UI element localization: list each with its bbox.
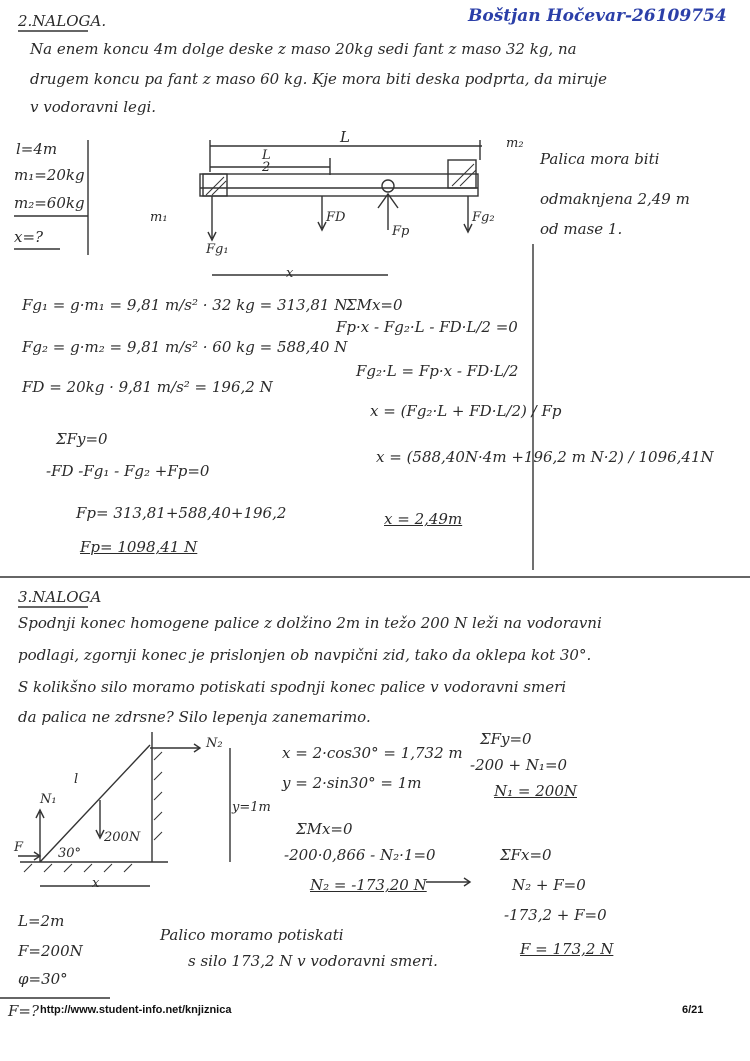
task3-heading: 3.NALOGA [18, 588, 102, 606]
moment-eq: Fp·x - Fg₂·L - FD·L/2 =0 [336, 318, 518, 336]
given-length: l=4m [16, 140, 58, 158]
task3-text-line: da palica ne zdrsne? Silo lepenja zanemarimo. [18, 708, 371, 726]
t3-sum-fy-heading: ΣFy=0 [480, 730, 532, 748]
task2-text-line: Na enem koncu 4m dolge deske z maso 20kg sedi fant z maso 32 kg, na [30, 40, 577, 58]
task2-heading: 2.NALOGA. [18, 12, 107, 30]
x-substitution: x = (588,40N·4m +196,2 m N·2) / 1096,41N [376, 448, 714, 466]
label-half-num: L [262, 148, 271, 163]
t3-moment-heading: ΣMx=0 [296, 820, 353, 838]
label-angle: 30° [58, 846, 82, 861]
label-x: x [286, 266, 294, 281]
calc-fg1: Fg₁ = g·m₁ = 9,81 m/s² · 32 kg = 313,81 N [22, 296, 348, 314]
t3-sum-fy-eq: -200 + N₁=0 [470, 756, 568, 774]
label-m2: m₂ [506, 136, 524, 151]
label-F: F [14, 840, 24, 855]
author-signature: Boštjan Hočevar-26109754 [468, 6, 727, 26]
label-l: l [74, 772, 79, 787]
x-formula: x = (Fg₂·L + FD·L/2) / Fp [370, 402, 562, 420]
geom-y: y = 2·sin30° = 1m [282, 774, 422, 792]
label-Fg1: Fg₁ [206, 242, 229, 257]
answer-line: odmaknjena 2,49 m [540, 190, 690, 208]
label-N1: N₁ [40, 792, 57, 807]
calc-fg2: Fg₂ = g·m₂ = 9,81 m/s² · 60 kg = 588,40 N [22, 338, 348, 356]
label-L: L [340, 128, 350, 146]
answer-line: Palica mora biti [540, 150, 660, 168]
t3-conclusion-line: s silo 173,2 N v vodoravni smeri. [188, 952, 438, 970]
footer-url[interactable]: http://www.student-info.net/knjiznica [40, 1004, 232, 1016]
geom-x: x = 2·cos30° = 1,732 m [282, 744, 463, 762]
page-number: 6/21 [682, 1004, 704, 1016]
t3-sum-fx-eq: N₂ + F=0 [512, 876, 586, 894]
sum-fy-eq: -FD -Fg₁ - Fg₂ +Fp=0 [46, 462, 210, 480]
t3-given-length: L=2m [18, 912, 65, 930]
given-mass-2: m₂=60kg [14, 194, 85, 212]
task2-text-line: v vodoravni legi. [30, 98, 157, 116]
label-Fg2: Fg₂ [472, 210, 495, 225]
fp-sum: Fp= 313,81+588,40+196,2 [76, 504, 287, 522]
t3-n2-result: N₂ = -173,20 N [310, 876, 427, 894]
t3-unknown: F=? [8, 1002, 40, 1020]
t3-given-weight: F=200N [18, 942, 83, 960]
t3-n1-result: N₁ = 200N [494, 782, 577, 800]
label-FD: FD [326, 210, 346, 225]
t3-moment-eq: -200·0,866 - N₂·1=0 [284, 846, 436, 864]
given-mass-1: m₁=20kg [14, 166, 85, 184]
task2-text-line: drugem koncu pa fant z maso 60 kg. Kje mora biti deska podprta, da miruje [30, 70, 608, 88]
t3-given-angle: φ=30° [18, 970, 68, 988]
t3-f-result: F = 173,2 N [520, 940, 614, 958]
answer-line: od mase 1. [540, 220, 623, 238]
label-N2: N₂ [206, 736, 223, 751]
t3-sum-fx-sub: -173,2 + F=0 [504, 906, 607, 924]
task3-text-line: podlagi, zgornji konec je prislonjen ob navpični zid, tako da oklepa kot 30°. [18, 646, 592, 664]
moment-heading: ΣMx=0 [346, 296, 403, 314]
fp-result: Fp= 1098,41 N [80, 538, 198, 556]
t3-sum-fx-heading: ΣFx=0 [500, 846, 552, 864]
label-m1: m₁ [150, 210, 168, 225]
unknown-x: x=? [14, 228, 44, 246]
label-Fp: Fp [392, 224, 410, 239]
task3-text-line: Spodnji konec homogene palice z dolžino 2m in težo 200 N leži na vodoravni [18, 614, 602, 632]
sum-fy-heading: ΣFy=0 [56, 430, 108, 448]
calc-fd: FD = 20kg · 9,81 m/s² = 196,2 N [22, 378, 273, 396]
x-result: x = 2,49m [384, 510, 463, 528]
label-weight: 200N [104, 830, 141, 845]
t3-conclusion-line: Palico moramo potiskati [160, 926, 344, 944]
moment-rearranged: Fg₂·L = Fp·x - FD·L/2 [356, 362, 519, 380]
task3-text-line: S kolikšno silo moramo potiskati spodnji konec palice v vodoravni smeri [18, 678, 567, 696]
label-x3: x [92, 876, 100, 891]
label-half-den: 2 [262, 160, 271, 175]
label-y: y=1m [232, 800, 271, 815]
